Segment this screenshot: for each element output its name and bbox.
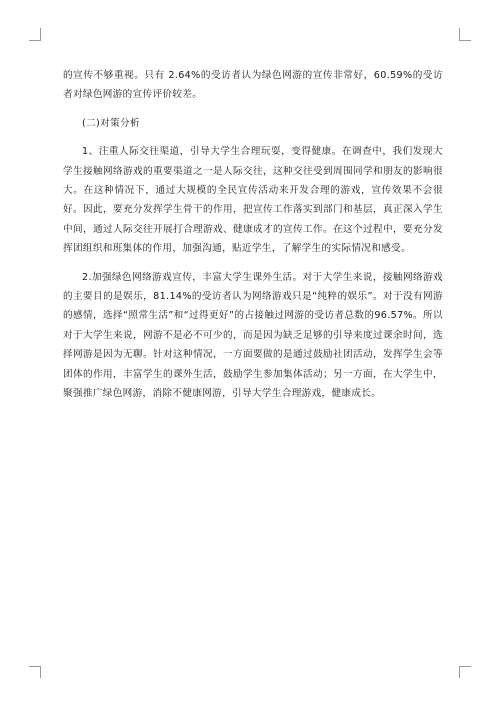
crop-mark-top-right-horizontal — [459, 40, 471, 41]
crop-mark-bottom-left-vertical — [40, 666, 41, 678]
paragraph-countermeasure-1: 1、注重人际交往渠道，引导大学生合理玩耍，变得健康。在调查中，我们发现大学生接触网络游戏的重要渠道之一是人际交往，这种交往受到周围同学和朋友的影响很大。在这种情况下，通过大规模的全民宣传活动来开发合理的游戏，宣传效果不会很好。因此，要充分发挥学生骨干的作用，把宣传工作落实到部门和基层，真正深入学生中间，通过人际交往开展打合理游戏、健康成才的宣传工作。在这个过程中，要充分发挥团组织和班集体的作用，加强沟通，贴近学生，了解学生的实际情况和感受。 — [63, 146, 443, 255]
paragraph-survey-continuation: 的宣传不够重视。只有 2.64%的受访者认为绿色网游的宣传非常好，60.59%的受访者对绿色网游的宣传评价较差。 — [63, 70, 443, 101]
section-heading-countermeasures: (二)对策分析 — [82, 117, 140, 129]
crop-mark-top-right-vertical — [459, 28, 460, 40]
crop-mark-top-left-vertical — [40, 28, 41, 40]
crop-mark-bottom-left-horizontal — [29, 666, 41, 667]
document-body — [63, 66, 443, 404]
crop-mark-bottom-right-vertical — [459, 666, 460, 678]
crop-mark-bottom-right-horizontal — [459, 666, 471, 667]
crop-mark-top-left-horizontal — [29, 40, 41, 41]
paragraph-countermeasure-2: 2.加强绿色网络游戏宣传，丰富大学生课外生活。对于大学生来说，接触网络游戏的主要目的是娱乐，81.14%的受访者认为网络游戏只是“纯粹的娱乐”。对于没有网游的感情，选择“照常生活”和“过得更好”的占接触过网游的受访者总数的96.57%。所以对于大学生来说，网游不是必不可少的，而是因为缺乏足够的引导来度过课余时间，选择网游是因为无聊。针对这种情况，一方面要做的是通过鼓励社团活动，发挥学生会等团体的作用，丰富学生的课外生活，鼓励学生参加集体活动；另一方面，在大学生中，聚强推广绿色网游，消除不健康网游，引导大学生合理游戏，健康成长。 — [63, 271, 443, 400]
